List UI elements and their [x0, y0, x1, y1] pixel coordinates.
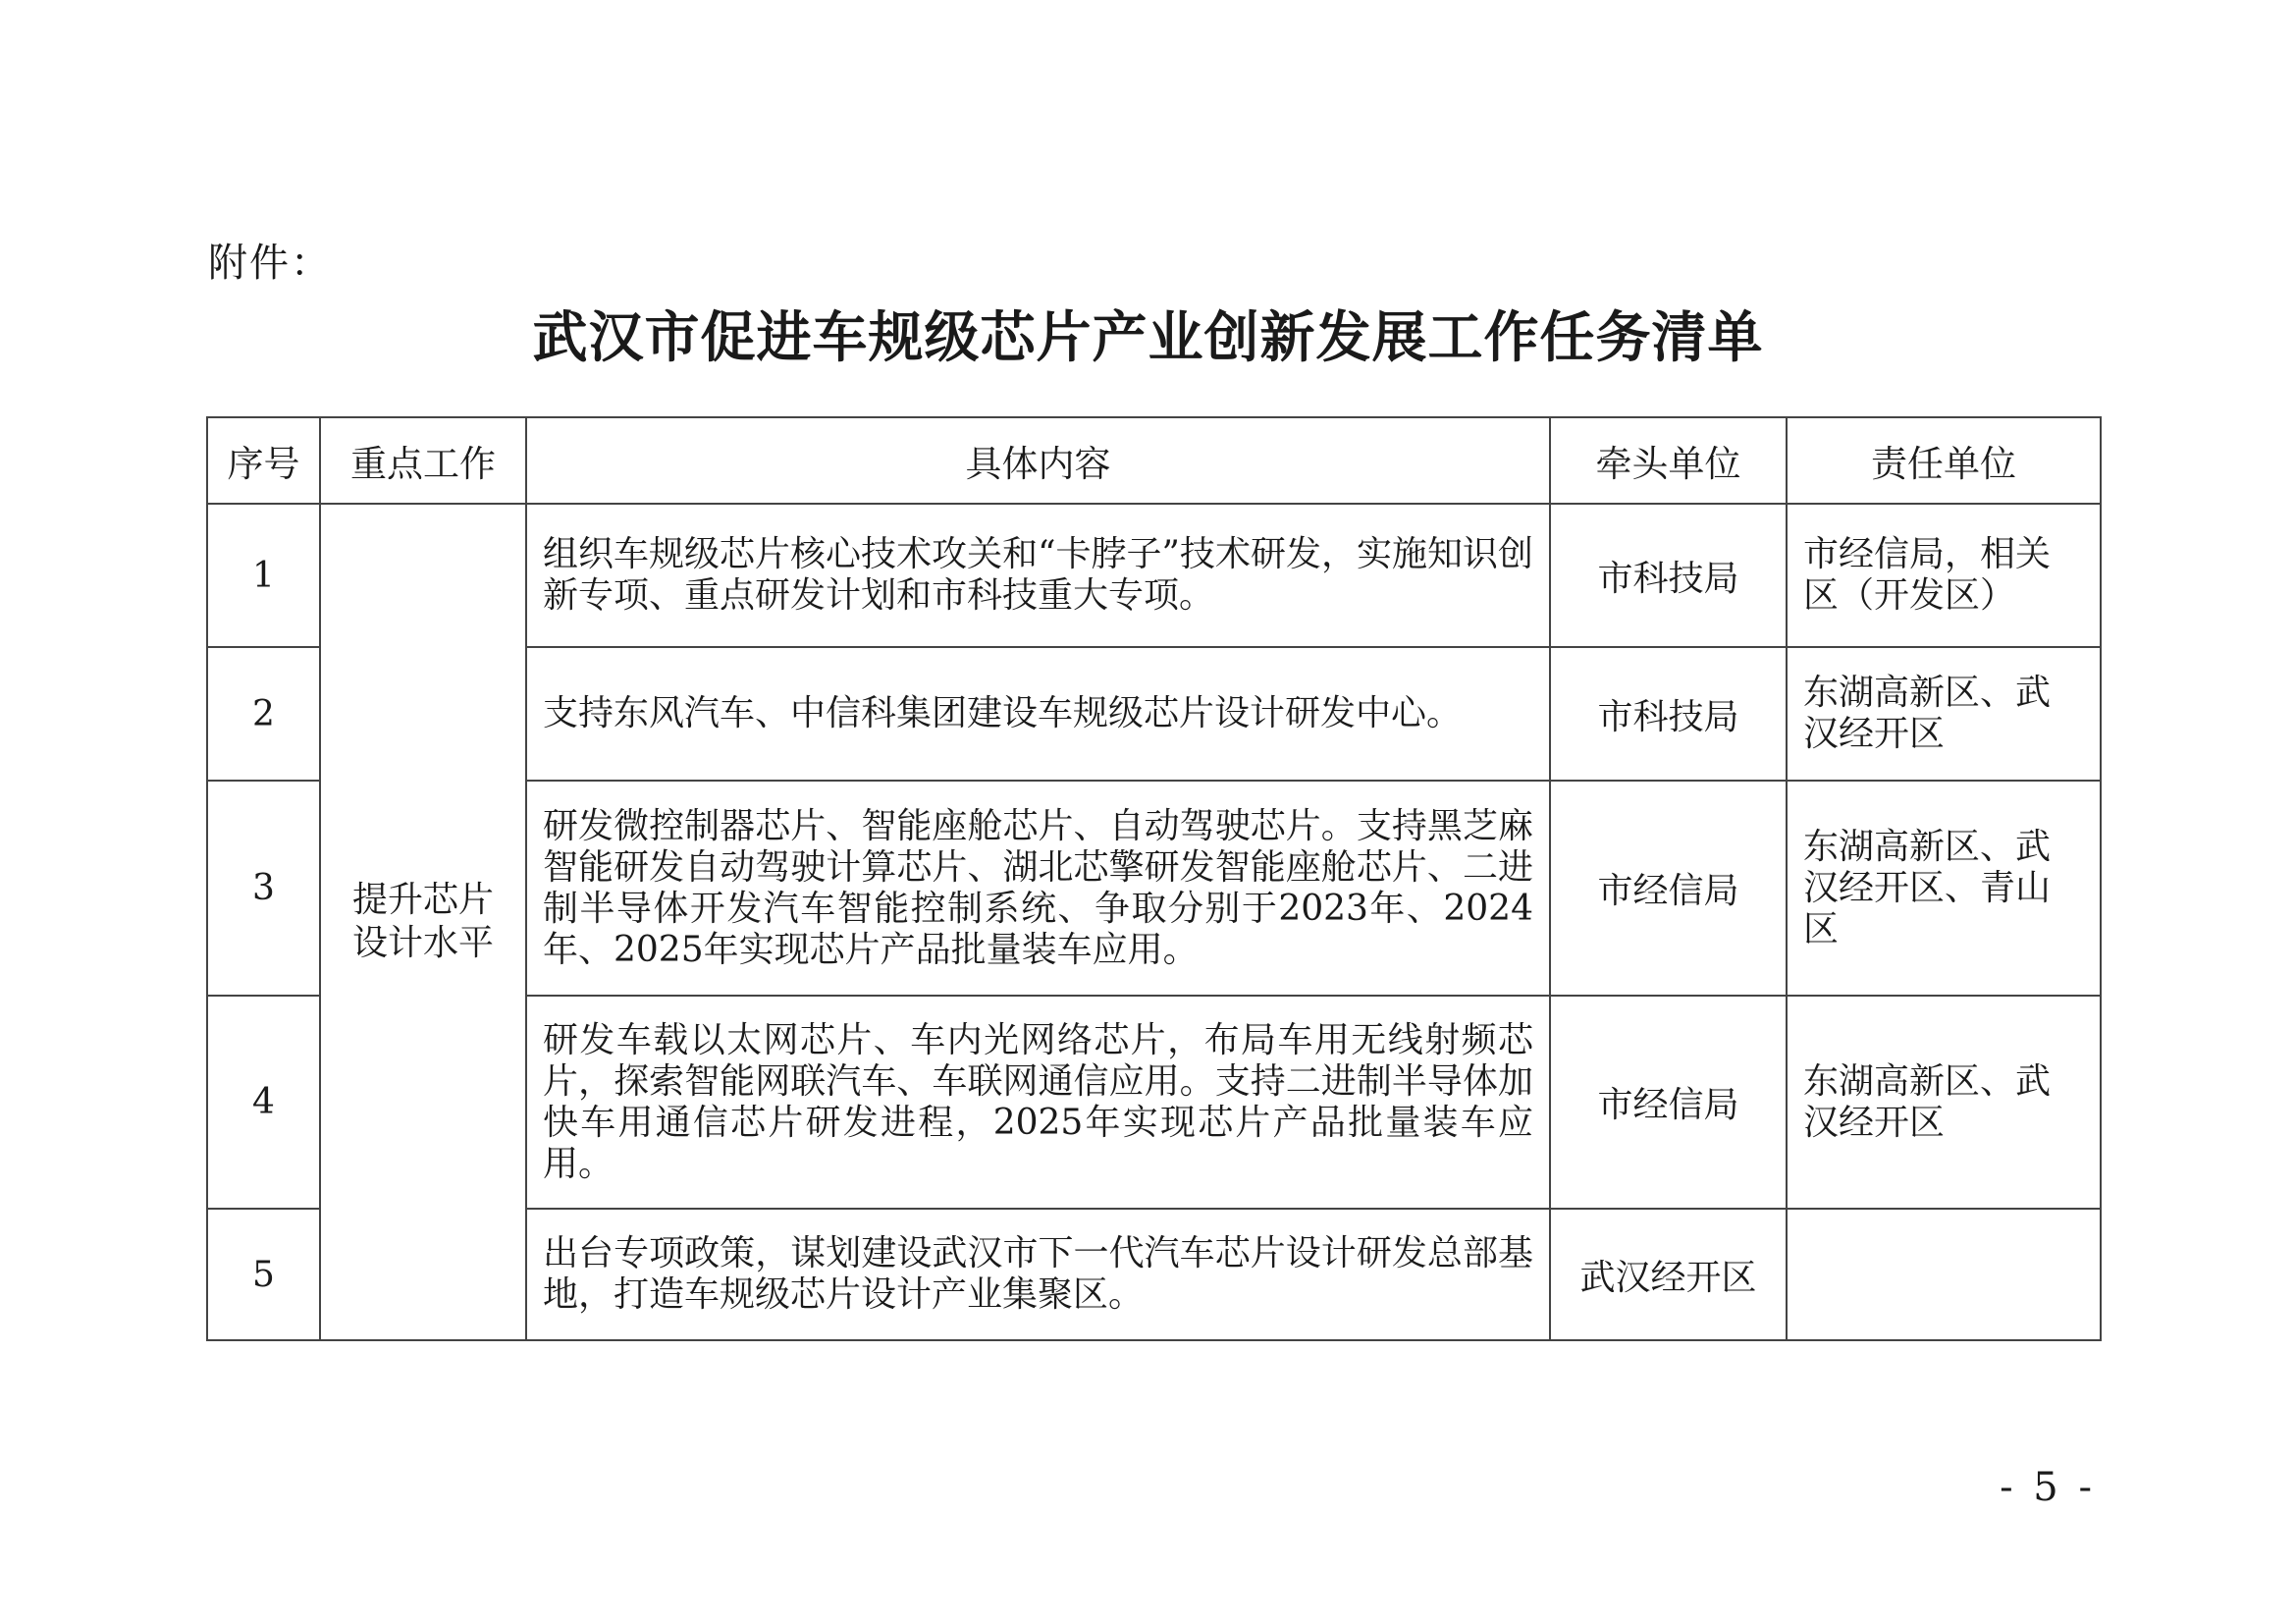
- header-responsible: 责任单位: [1787, 417, 2101, 504]
- row-lead: 武汉经开区: [1550, 1209, 1787, 1340]
- row-content: 组织车规级芯片核心技术攻关和“卡脖子”技术研发，实施知识创新专项、重点研发计划和市科技重大专项。: [526, 504, 1550, 647]
- table-row: [207, 504, 2101, 647]
- row-responsible: 东湖高新区、武汉经开区: [1787, 647, 2101, 781]
- row-lead: 市经信局: [1550, 781, 1787, 996]
- key-work-cell: 提升芯片设计水平: [320, 504, 526, 1340]
- row-responsible: 东湖高新区、武汉经开区: [1787, 996, 2101, 1209]
- row-lead: 市经信局: [1550, 996, 1787, 1209]
- row-responsible: 东湖高新区、武汉经开区、青山区: [1787, 781, 2101, 996]
- row-content: 研发微控制器芯片、智能座舱芯片、自动驾驶芯片。支持黑芝麻智能研发自动驾驶计算芯片、湖北芯擎研发智能座舱芯片、二进制半导体开发汽车智能控制系统、争取分别于2023年、2024年、2025年实现芯片产品批量装车应用。: [526, 781, 1550, 996]
- row-seq: 1: [207, 504, 320, 647]
- page-number: - 5 -: [2000, 1465, 2096, 1510]
- row-content: 研发车载以太网芯片、车内光网络芯片，布局车用无线射频芯片，探索智能网联汽车、车联网通信应用。支持二进制半导体加快车用通信芯片研发进程，2025年实现芯片产品批量装车应用。: [526, 996, 1550, 1209]
- row-content: 出台专项政策，谋划建设武汉市下一代汽车芯片设计研发总部基地，打造车规级芯片设计产业集聚区。: [526, 1209, 1550, 1340]
- row-lead: 市科技局: [1550, 504, 1787, 647]
- row-responsible: 市经信局，相关区（开发区）: [1787, 504, 2101, 647]
- row-seq: 5: [207, 1209, 320, 1340]
- row-lead: 市科技局: [1550, 647, 1787, 781]
- header-key-work: 重点工作: [320, 417, 526, 504]
- header-lead: 牵头单位: [1550, 417, 1787, 504]
- row-seq: 3: [207, 781, 320, 996]
- document-title: 武汉市促进车规级芯片产业创新发展工作任务清单: [532, 306, 1764, 370]
- task-table: [206, 416, 2102, 1341]
- row-seq: 4: [207, 996, 320, 1209]
- table-header-row: [207, 417, 2101, 504]
- row-responsible: [1787, 1209, 2101, 1340]
- row-content: 支持东风汽车、中信科集团建设车规级芯片设计研发中心。: [526, 647, 1550, 781]
- header-seq: 序号: [207, 417, 320, 504]
- attachment-label: 附件：: [208, 241, 332, 286]
- header-content: 具体内容: [526, 417, 1550, 504]
- row-seq: 2: [207, 647, 320, 781]
